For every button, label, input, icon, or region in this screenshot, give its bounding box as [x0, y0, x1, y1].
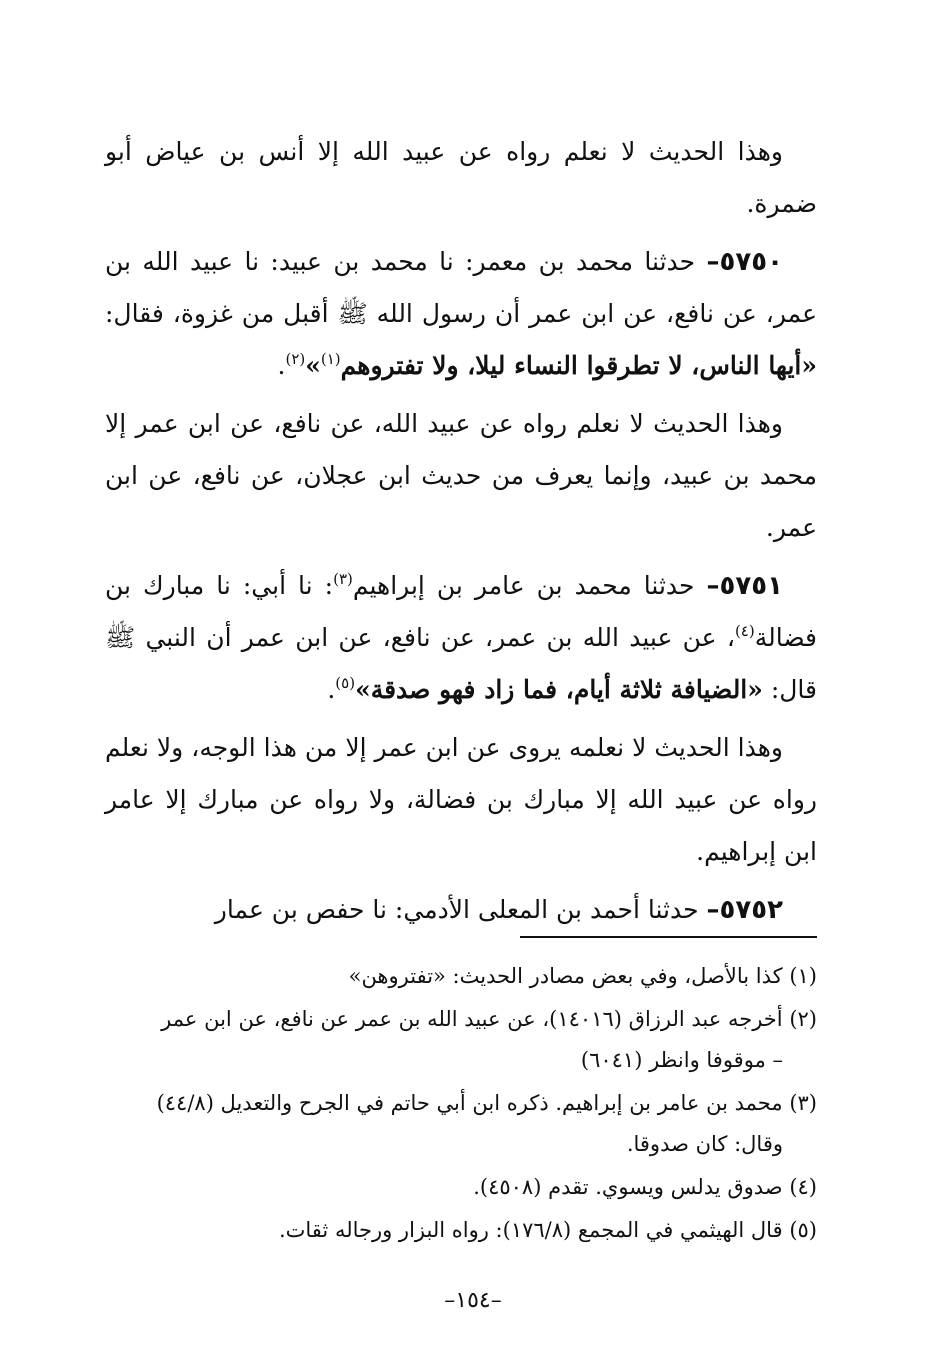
main-text [105, 126, 817, 942]
footnote-continuation: – موقوفا وانظر (٦٠٤١) [580, 1048, 783, 1072]
footnote-text: قال الهيثمي في المجمع (١٧٦/٨): رواه البزار ورجاله ثقات. [278, 1218, 783, 1242]
hadith-chain-part-2: : نا أبي: نا مبارك بن فضالة [105, 571, 817, 652]
hadith-5751 [105, 560, 817, 716]
paragraph-1 [105, 126, 817, 230]
footnote-ref-4: (٤) [734, 622, 755, 640]
footnote-number: (١) [789, 964, 817, 988]
paragraph-2 [105, 398, 817, 554]
footnote-text: صدوق يدلس ويسوي. تقدم (٤٥٠٨). [473, 1175, 783, 1199]
footnote-5 [105, 1210, 817, 1251]
hadith-chain-part-1: حدثنا محمد بن عامر بن إبراهيم [352, 571, 695, 600]
footnote-ref-2: (٢) [285, 350, 306, 368]
footnote-number: (٢) [789, 1007, 817, 1031]
footnote-4 [105, 1167, 817, 1208]
footnote-number: (٣) [789, 1091, 817, 1115]
footnote-continuation: وقال: كان صدوقا. [626, 1132, 783, 1156]
footnote-number: (٤) [789, 1175, 817, 1199]
footnote-ref-5: (٥) [335, 674, 356, 692]
footnotes [105, 956, 817, 1253]
footnote-text: كذا بالأصل، وفي بعض مصادر الحديث: «تفتروهن» [348, 964, 783, 988]
hadith-chain-part-3: ، عن عبيد الله بن عمر، عن نافع، عن ابن عمر أن النبي ﷺ قال: [105, 623, 817, 704]
footnote-separator [520, 936, 817, 938]
hadith-number: ٥٧٥٠– [706, 247, 783, 277]
quote-close: » [305, 351, 321, 380]
hadith-5750 [105, 236, 817, 392]
hadith-number: ٥٧٥٢– [706, 895, 783, 925]
hadith-chain: حدثنا محمد بن معمر: نا محمد بن عبيد: نا عبيد الله بن عمر، عن نافع، عن ابن عمر أن رسول الله ﷺ أقبل من غزوة، فقال: [105, 247, 817, 328]
paragraph-text: وهذا الحديث لا نعلم رواه عن عبيد الله إلا أنس بن عياض أبو ضمرة. [105, 137, 817, 218]
footnote-ref-1: (١) [320, 350, 341, 368]
period: . [327, 675, 336, 704]
footnote-3 [105, 1083, 817, 1165]
paragraph-text: وهذا الحديث لا نعلمه يروى عن ابن عمر إلا من هذا الوجه، ولا نعلم رواه عن عبيد الله إلا مبارك بن فضالة، ولا رواه عن مبارك إلا عامر ابن إبراهيم. [105, 733, 817, 866]
hadith-chain: حدثنا أحمد بن المعلى الأدمي: نا حفص بن عمار [214, 895, 699, 924]
footnote-text: أخرجه عبد الرزاق (١٤٠١٦)، عن عبيد الله بن عمر عن نافع، عن ابن عمر [161, 1007, 783, 1031]
paragraph-text: وهذا الحديث لا نعلم رواه عن عبيد الله، عن نافع، عن ابن عمر إلا محمد بن عبيد، وإنما يعرف من حديث ابن عجلان، عن نافع، عن ابن عمر. [105, 409, 817, 542]
hadith-number: ٥٧٥١– [706, 571, 783, 601]
hadith-quote: «أيها الناس، لا تطرقوا النساء ليلا، ولا تفتروهم [340, 351, 817, 380]
footnote-2 [105, 999, 817, 1081]
period: . [277, 351, 286, 380]
footnote-1 [105, 956, 817, 997]
footnote-text: محمد بن عامر بن إبراهيم. ذكره ابن أبي حاتم في الجرح والتعديل (٤٤/٨) [156, 1091, 783, 1115]
footnote-ref-3: (٣) [333, 570, 353, 588]
page-number: –١٥٤– [444, 1288, 502, 1313]
hadith-quote: «الضيافة ثلاثة أيام، فما زاد فهو صدقة» [355, 675, 763, 704]
hadith-5752 [105, 884, 817, 936]
footnote-number: (٥) [789, 1218, 817, 1242]
paragraph-3 [105, 722, 817, 878]
